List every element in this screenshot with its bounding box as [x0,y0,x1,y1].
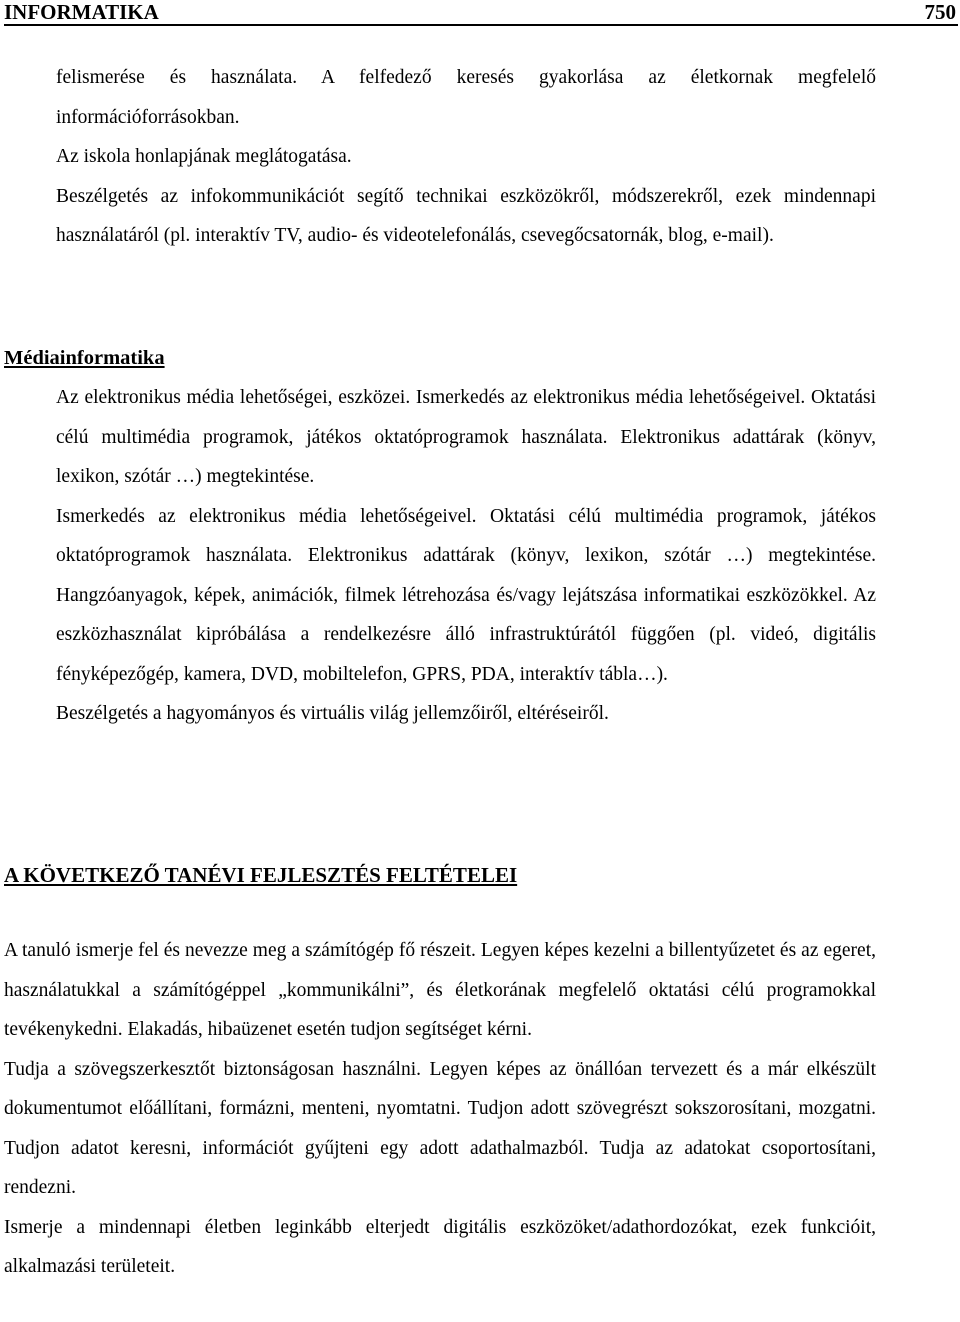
paragraph: felismerése és használata. A felfedező keresés gyakorlása az életkornak megfelelő információforrásokban. [56,67,876,128]
paragraph: Az elektronikus média lehetőségei, eszközei. Ismerkedés az elektronikus média lehetőségeivel. Oktatási célú multimédia programok, játékos oktatóprogramok használata. Elektronikus adattárak (könyv, lexikon, szótár …) megtekintése. [56,387,876,487]
paragraph: Az iskola honlapjának meglátogatása. [56,146,352,167]
page-number: 750 [924,0,956,24]
paragraph: Ismerkedés az elektronikus média lehetőségeivel. Oktatási célú multimédia programok, játékos oktatóprogramok használata. Elektronikus adattárak (könyv, lexikon, szótár …) megtekintése. Hangzóanyagok, képek, animációk, filmek létrehozása és/vagy lejátszása informatikai eszközökkel. Az eszközhasználat kipróbálása a rendelkezésre álló infrastruktúrától függően (pl. videó, digitális fényképezőgép, kamera, DVD, mobiltelefon, GPRS, PDA, interaktív tábla…). [56,505,876,685]
section-heading-media: Médiainformatika [4,347,165,369]
paragraph: Beszélgetés az infokommunikációt segítő technikai eszközökről, módszerekről, ezek mindennapi használatáról (pl. interaktív TV, audio- és videotelefonálás, csevegőcsatornák, blog, e-mail). [56,185,876,246]
page-header [4,0,958,26]
header-title: INFORMATIKA [4,0,159,24]
section-heading-requirements: A KÖVETKEZŐ TANÉVI FEJLESZTÉS FELTÉTELEI [4,863,518,887]
paragraph: Beszélgetés a hagyományos és virtuális világ jellemzőiről, eltéréseiről. [56,703,609,724]
paragraph: Tudja a szövegszerkesztőt biztonságosan használni. Legyen képes az önállóan tervezett és a már elkészült dokumentumot előállítani, formázni, menteni, nyomtatni. Tudjon adott szövegrészt sokszorosítani, mozgatni. Tudjon adatot keresni, információt gyűjteni egy adott adathalmazból. Tudja az adatokat csoportosítani, rendezni. [4,1058,876,1198]
paragraph: A tanuló ismerje fel és nevezze meg a számítógép fő részeit. Legyen képes kezelni a billentyűzetet és az egeret, használatukkal a számítógéppel „kommunikálni”, és életkorának megfelelő oktatási célú programokkal tevékenykedni. Elakadás, hibaüzenet esetén tudjon segítséget kérni. [4,940,876,1040]
intro-text-block [56,58,876,256]
media-text-block [56,378,876,734]
paragraph: Ismerje a mindennapi életben leginkább elterjedt digitális eszközöket/adathordozókat, ezek funkcióit, alkalmazási területeit. [4,1216,876,1277]
requirements-text-block [4,931,876,1287]
